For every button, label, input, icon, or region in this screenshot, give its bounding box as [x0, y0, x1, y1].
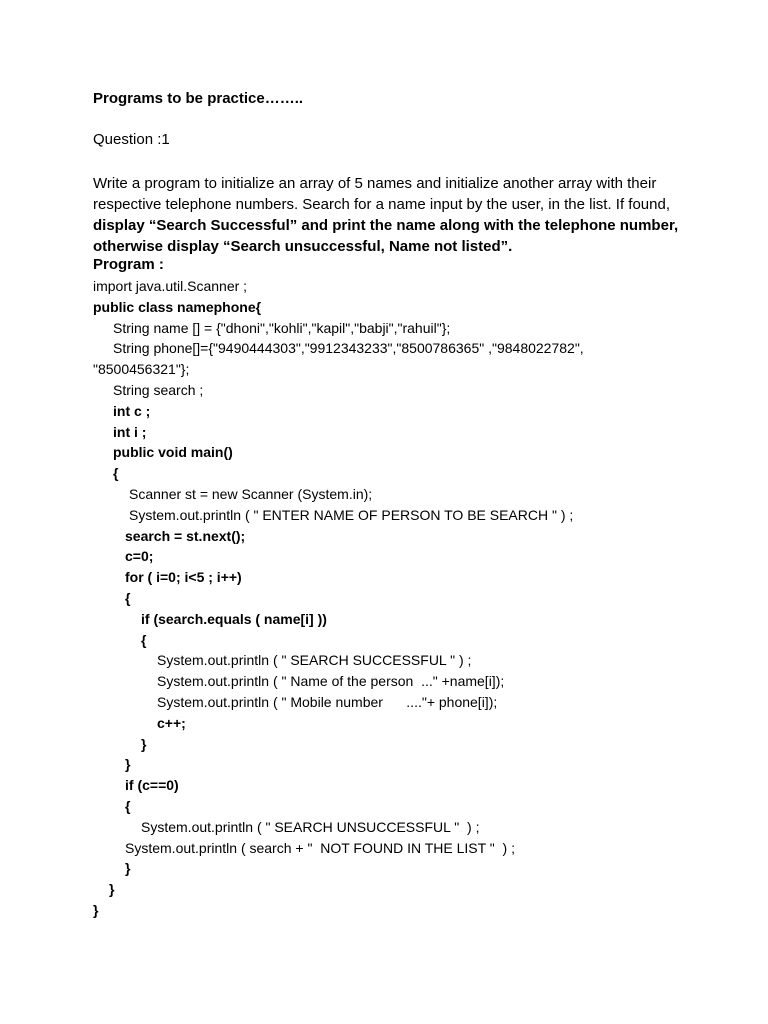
- question-text: [93, 173, 678, 257]
- code-line: c=0;: [125, 548, 154, 565]
- code-line: int i ;: [113, 423, 147, 440]
- code-line: import java.util.Scanner ;: [93, 278, 248, 294]
- program-label: Program :: [93, 256, 164, 273]
- question-line: respective telephone numbers. Search for a name input by the user, in the list. If found,: [93, 196, 671, 213]
- code-line: if (c==0): [125, 777, 179, 794]
- question-line: Write a program to initialize an array of 5 names and initialize another array with their: [93, 175, 657, 192]
- code-line: String name [] = {"dhoni","kohli","kapil","babji","rahuil"};: [113, 319, 451, 336]
- code-line: if (search.equals ( name[i] )): [141, 610, 327, 627]
- code-line: public void main(): [113, 444, 233, 461]
- code-line: for ( i=0; i<5 ; i++): [125, 569, 242, 586]
- code-line: }: [125, 756, 131, 773]
- code-line: {: [113, 465, 119, 482]
- code-line: int c ;: [113, 402, 151, 419]
- code-line: System.out.println ( " SEARCH SUCCESSFUL " ) ;: [157, 652, 472, 669]
- code-line: {: [125, 797, 131, 814]
- code-line: search = st.next();: [125, 527, 246, 544]
- code-line: System.out.println ( " ENTER NAME OF PERSON TO BE SEARCH " ) ;: [129, 506, 574, 523]
- code-line: System.out.println ( search + " NOT FOUND IN THE LIST " ) ;: [125, 839, 515, 856]
- code-line: public class namephone{: [93, 298, 262, 315]
- code-line: "8500456321"};: [93, 361, 190, 378]
- question-line: display “Search Successful” and print the name along with the telephone number,: [93, 217, 679, 234]
- code-line: Scanner st = new Scanner (System.in);: [129, 485, 373, 502]
- code-line: System.out.println ( " SEARCH UNSUCCESSFUL " ) ;: [141, 818, 480, 835]
- code-line: {: [125, 589, 131, 606]
- code-line: }: [109, 881, 115, 898]
- question-label: Question :1: [93, 131, 170, 148]
- question-line: otherwise display “Search unsuccessful, Name not listed”.: [93, 238, 513, 255]
- document-title: Programs to be practice……..: [93, 90, 304, 107]
- code-line: }: [93, 901, 99, 918]
- code-line: }: [141, 735, 147, 752]
- code-line: System.out.println ( " Name of the person ..." +name[i]);: [157, 673, 505, 690]
- code-block: [93, 276, 584, 921]
- code-line: String phone[]={"9490444303","9912343233","8500786365" ,"9848022782",: [113, 340, 584, 357]
- code-line: String search ;: [113, 381, 204, 398]
- code-line: c++;: [157, 714, 186, 731]
- code-line: System.out.println ( " Mobile number ...."+ phone[i]);: [157, 693, 498, 710]
- code-line: }: [125, 860, 131, 877]
- code-line: {: [141, 631, 147, 648]
